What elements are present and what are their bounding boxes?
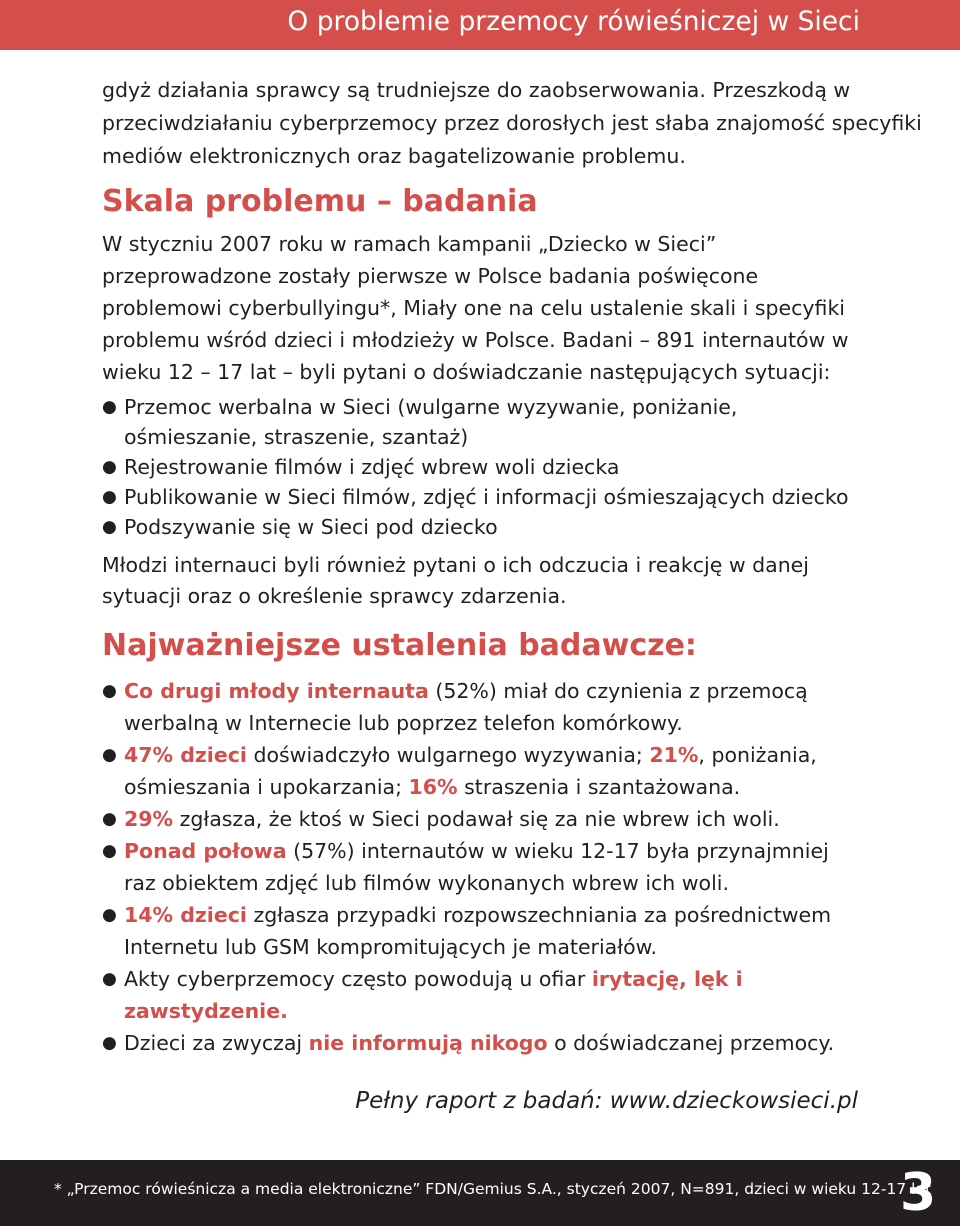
bullet-icon: ●: [102, 517, 117, 537]
finding-text: (52%) miał do czynienia z przemocą werbalną w Internecie lub poprzez telefon komórkowy.: [124, 679, 808, 735]
findings-list: [102, 675, 862, 1059]
finding-text: zgłasza, że ktoś w Sieci podawał się za nie wbrew ich woli.: [173, 807, 780, 831]
finding-item: [102, 739, 862, 803]
header-bar: [0, 0, 960, 50]
bullet-icon: ●: [102, 487, 117, 507]
list-item-text: Podszywanie się w Sieci pod dziecko: [124, 515, 498, 539]
finding-text: Akty cyberprzemocy często powodują u ofiar: [124, 967, 592, 991]
intro-paragraph: gdyż działania sprawcy są trudniejsze do zaobserwowania. Przeszkodą w przeciwdziałaniu cyberprzemocy przez dorosłych jest słaba znajomość specyfiki mediów elektronicznych oraz bagatelizowanie problemu.: [102, 78, 922, 168]
bullet-icon: ●: [102, 1033, 117, 1053]
situations-list: [102, 392, 862, 542]
list-item: [102, 512, 862, 542]
study-paragraph: W styczniu 2007 roku w ramach kampanii „Dziecko w Sieci” przeprowadzone zostały pierwsze w Polsce badania poświęcone problemowi cyberbullyingu*, Miały one na celu ustalenie skali i specyfiki problemu wśród dzieci i młodzieży w Polsce. Badani – 891 internautów w wieku 12 – 17 lat – byli pytani o doświadczanie następujących sytuacji:: [102, 232, 849, 384]
finding-highlight: irytację, lęk i zawstydzenie.: [124, 967, 743, 1023]
finding-text: straszenia i szantażowana.: [457, 775, 741, 799]
finding-highlight: nie informują nikogo: [308, 1031, 548, 1055]
bullet-icon: ●: [102, 841, 117, 861]
finding-highlight: 29%: [124, 807, 174, 831]
finding-text: , poniżania, ośmieszania i upokarzania;: [124, 743, 817, 799]
section-heading-skala: Skala problemu – badania: [102, 184, 538, 219]
finding-item: [102, 899, 862, 963]
finding-item: [102, 1027, 862, 1059]
finding-text: (57%) internautów w wieku 12-17 była przynajmniej raz obiektem zdjęć lub filmów wykonanych wbrew ich woli.: [124, 839, 829, 895]
list-item: [102, 392, 862, 452]
page-title: O problemie przemocy rówieśniczej w Sieci: [287, 6, 860, 37]
finding-item: [102, 675, 862, 739]
finding-highlight: 21%: [649, 743, 699, 767]
list-item: [102, 452, 862, 482]
bullet-icon: ●: [102, 681, 117, 701]
bullet-icon: ●: [102, 397, 117, 417]
list-item-text: Publikowanie w Sieci filmów, zdjęć i informacji ośmieszających dziecko: [124, 485, 849, 509]
bullet-icon: ●: [102, 745, 117, 765]
page-number: 3: [900, 1163, 937, 1223]
bullet-icon: ●: [102, 905, 117, 925]
finding-text: zgłasza przypadki rozpowszechniania za pośrednictwem Internetu lub GSM kompromitujących je materiałów.: [124, 903, 832, 959]
finding-item: [102, 803, 862, 835]
footnote: * „Przemoc rówieśnicza a media elektroniczne” FDN/Gemius S.A., styczeń 2007, N=891, dzieci w wieku 12-17 lat: [54, 1180, 932, 1198]
closing-paragraph: Młodzi internauci byli również pytani o ich odczucia i reakcję w danej sytuacji oraz o określenie sprawcy zdarzenia.: [102, 553, 809, 608]
list-item-text: Przemoc werbalna w Sieci (wulgarne wyzywanie, poniżanie, ośmieszanie, straszenie, szantaż): [124, 395, 738, 449]
finding-highlight: Ponad połowa: [124, 839, 287, 863]
report-link[interactable]: Pełny raport z badań: www.dzieckowsieci.pl: [355, 1088, 858, 1114]
finding-highlight: 47% dzieci: [124, 743, 247, 767]
bullet-icon: ●: [102, 809, 117, 829]
list-item: [102, 482, 862, 512]
finding-text: doświadczyło wulgarnego wyzywania;: [246, 743, 650, 767]
section-heading-findings: Najważniejsze ustalenia badawcze:: [102, 628, 697, 663]
finding-text: Dzieci za zwyczaj: [124, 1031, 309, 1055]
finding-item: [102, 963, 862, 1027]
finding-highlight: 14% dzieci: [124, 903, 247, 927]
finding-item: [102, 835, 862, 899]
finding-text: o doświadczanej przemocy.: [547, 1031, 835, 1055]
bullet-icon: ●: [102, 969, 117, 989]
finding-highlight: 16%: [408, 775, 458, 799]
bullet-icon: ●: [102, 457, 117, 477]
finding-highlight: Co drugi młody internauta: [124, 679, 429, 703]
list-item-text: Rejestrowanie filmów i zdjęć wbrew woli dziecka: [124, 455, 620, 479]
